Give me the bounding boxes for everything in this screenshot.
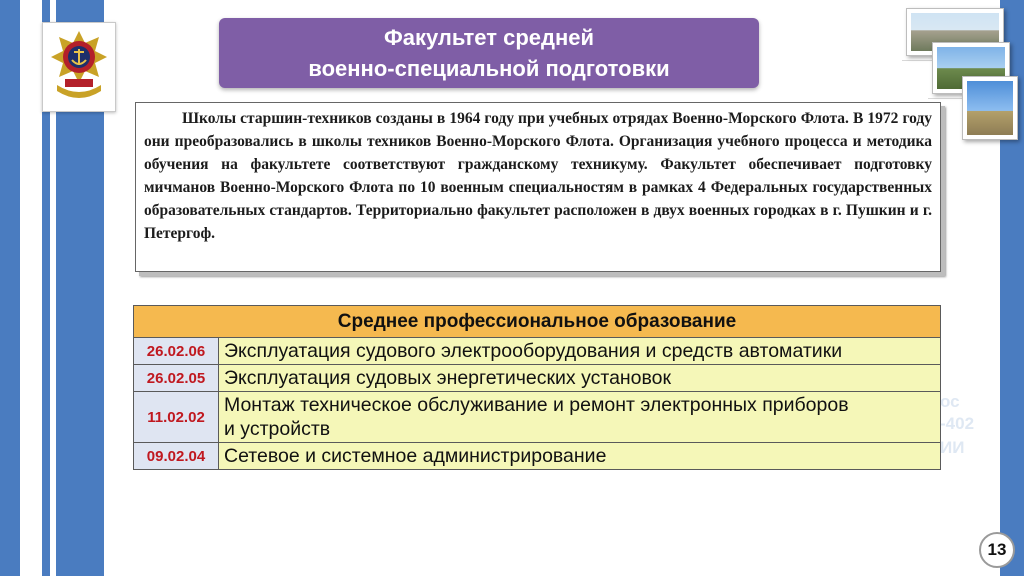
table-row xyxy=(134,443,941,470)
specialty-name: Эксплуатация судового электрооборудования и средств автоматики xyxy=(219,338,941,365)
background-text-1: ос xyxy=(940,392,960,411)
left-stripe-gap xyxy=(20,0,42,576)
title-line-1: Факультет средней xyxy=(383,25,595,50)
specialty-name: Эксплуатация судовых энергетических установок xyxy=(219,365,941,392)
emblem-icon xyxy=(42,22,116,112)
table-row xyxy=(134,338,941,365)
specialty-name: Сетевое и системное администрирование xyxy=(219,443,941,470)
specialty-code: 26.02.05 xyxy=(134,365,219,392)
specialty-code: 26.02.06 xyxy=(134,338,219,365)
specialty-code: 09.02.04 xyxy=(134,443,219,470)
description-text: Школы старшин-техников созданы в 1964 году при учебных отрядах Военно-Морского Флота. В 1972 году они преобразовались в школы техников Военно-Морского Флота. Организация учебного процесса и методика обучения на факультете соответствуют гражданскому техникуму. Факультет обеспечивает подготовку мичманов Военно-Морского Флота по 10 военным специальностям в рамках 4 Федеральных государственных образовательных стандартов. Территориально факультет расположен в двух военных городках в г. Пушкин и г. Петергоф. xyxy=(144,110,932,243)
specialty-code: 11.02.02 xyxy=(134,392,219,443)
specialty-name-line-2: и устройств xyxy=(224,418,331,440)
table-header-row xyxy=(134,306,941,338)
title-line-2: военно-специальной подготовки xyxy=(308,56,670,81)
specialties-table xyxy=(133,305,941,470)
description-box xyxy=(135,102,941,272)
building-photo-3 xyxy=(962,76,1018,140)
table-row xyxy=(134,365,941,392)
left-stripe xyxy=(0,0,20,576)
page-number: 13 xyxy=(979,532,1015,568)
table-row xyxy=(134,392,941,443)
slide-title xyxy=(219,18,759,88)
background-text-2: -402 xyxy=(940,414,975,433)
background-text-3: ИИ xyxy=(940,438,965,457)
table-header: Среднее профессиональное образование xyxy=(134,306,941,338)
specialty-name xyxy=(219,392,941,443)
specialty-name-line-1: Монтаж техническое обслуживание и ремонт электронных приборов xyxy=(224,394,849,416)
